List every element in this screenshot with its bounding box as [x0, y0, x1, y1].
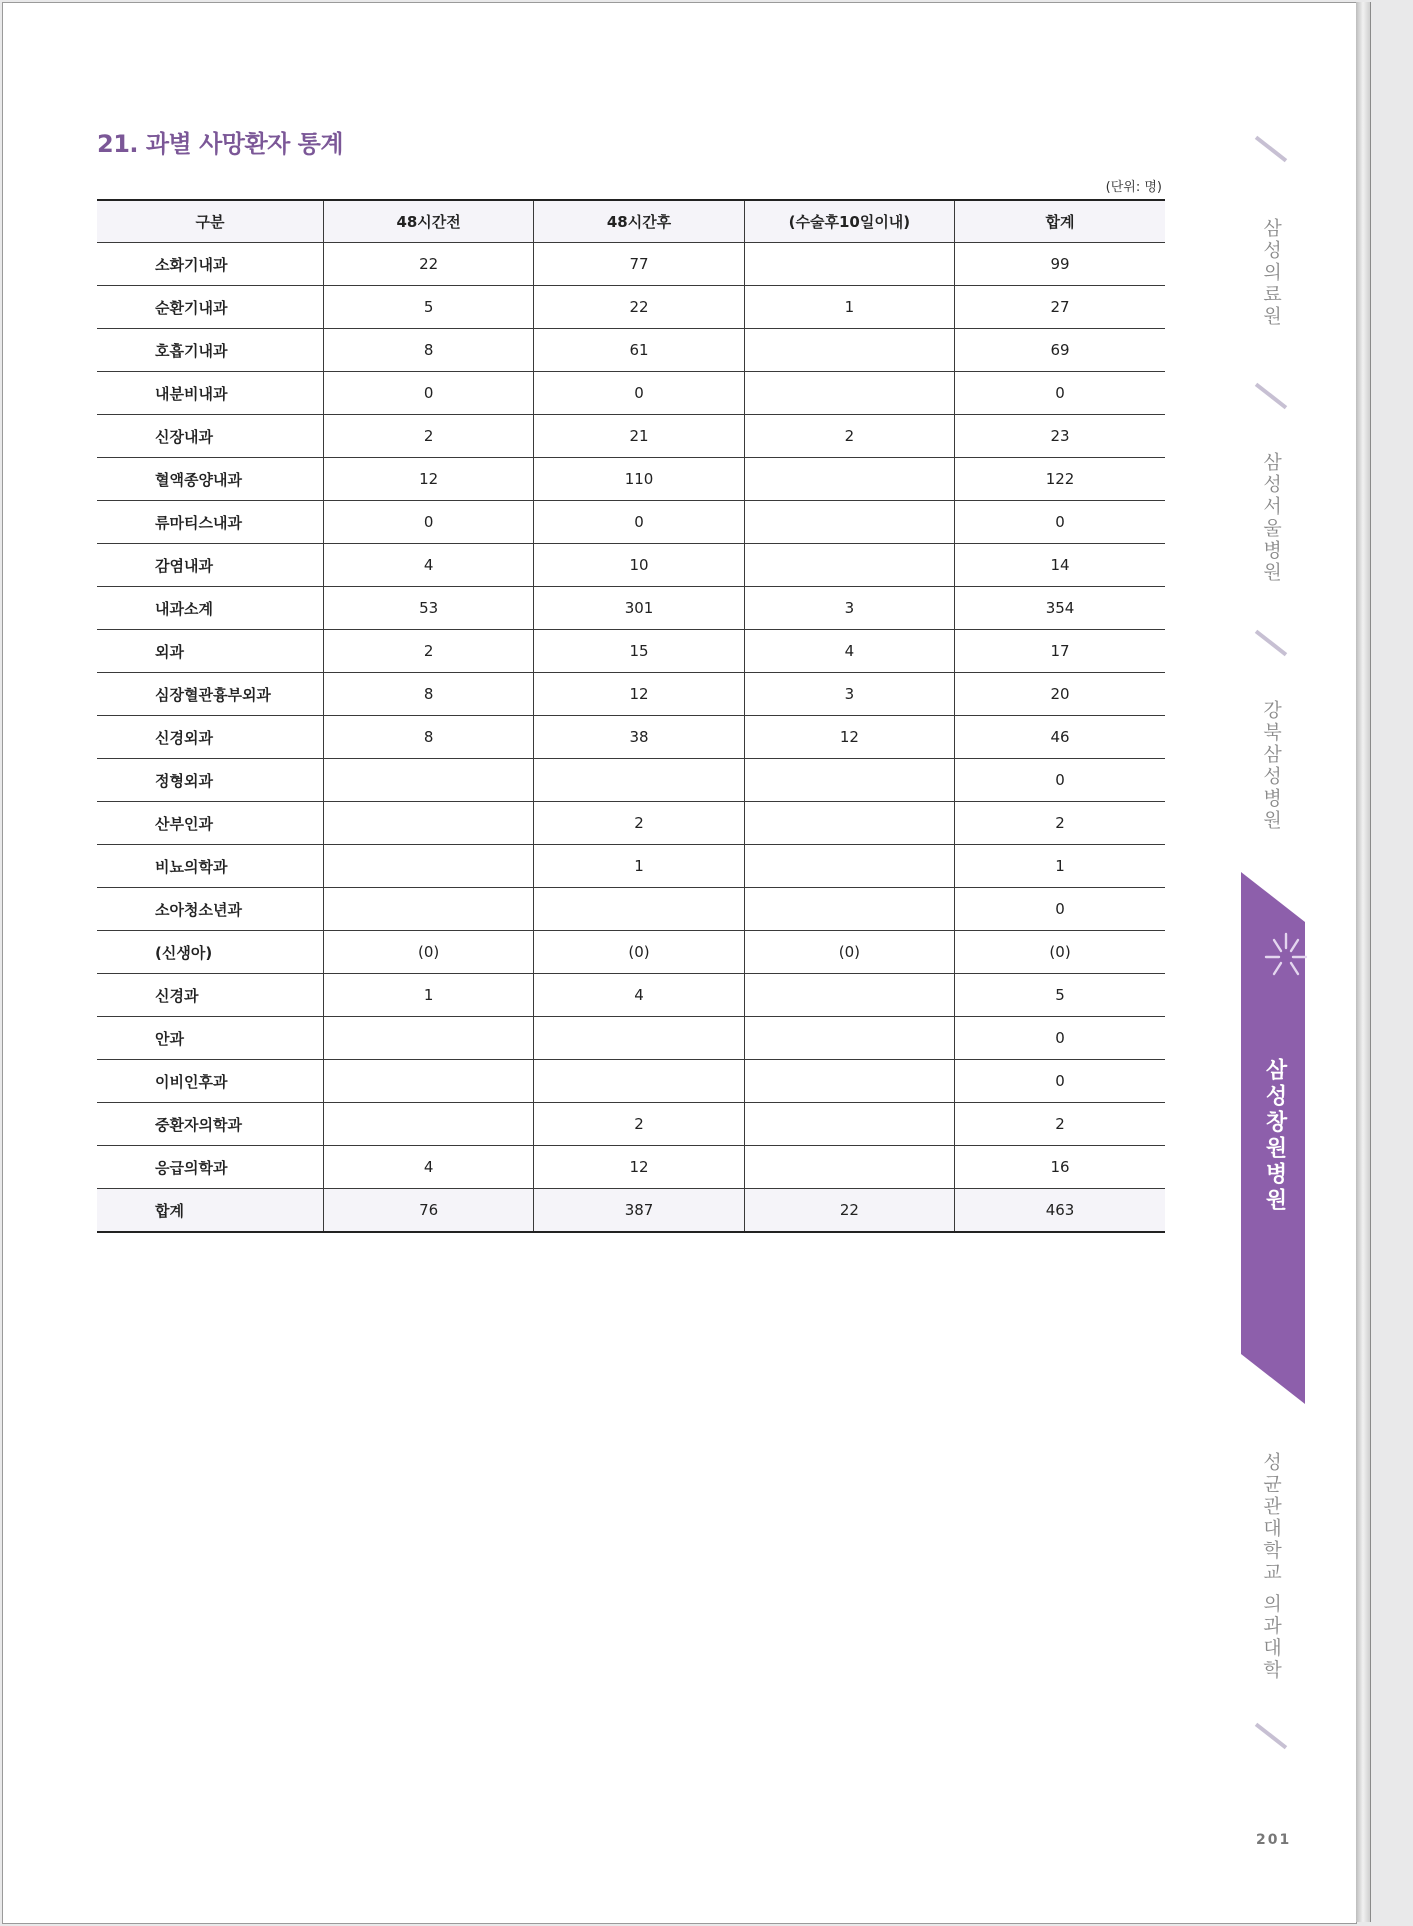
nav-item-skku-school-of-medicine[interactable]: 성균관대학교 의과대학 — [1260, 1452, 1282, 1682]
department-cell: 응급의학과 — [97, 1146, 323, 1189]
post-op-10d-cell — [744, 544, 954, 587]
before-48h-cell — [323, 1103, 533, 1146]
post-op-10d-cell: 4 — [744, 630, 954, 673]
before-48h-cell: 4 — [323, 1146, 533, 1189]
post-op-10d-cell — [744, 1146, 954, 1189]
department-cell: 합계 — [97, 1189, 323, 1233]
department-cell: (신생아) — [97, 931, 323, 974]
total-cell: 0 — [955, 372, 1165, 415]
table-row — [97, 974, 1165, 1017]
total-cell: 0 — [955, 1017, 1165, 1060]
department-cell: 신경외과 — [97, 716, 323, 759]
total-cell: (0) — [955, 931, 1165, 974]
department-cell: 소화기내과 — [97, 243, 323, 286]
header-after-48h: 48시간후 — [534, 200, 744, 243]
total-cell: 23 — [955, 415, 1165, 458]
post-op-10d-cell: 2 — [744, 415, 954, 458]
table-row — [97, 1060, 1165, 1103]
table-row — [97, 845, 1165, 888]
department-cell: 혈액종양내과 — [97, 458, 323, 501]
page-number: 201 — [1256, 1832, 1292, 1848]
department-cell: 안과 — [97, 1017, 323, 1060]
page-edge — [1356, 2, 1371, 1922]
total-cell: 0 — [955, 888, 1165, 931]
after-48h-cell: 12 — [534, 1146, 744, 1189]
table-row — [97, 243, 1165, 286]
after-48h-cell: 38 — [534, 716, 744, 759]
department-cell: 신경과 — [97, 974, 323, 1017]
table-row — [97, 673, 1165, 716]
table-row — [97, 544, 1165, 587]
total-cell: 122 — [955, 458, 1165, 501]
after-48h-cell: 301 — [534, 587, 744, 630]
department-cell: 내분비내과 — [97, 372, 323, 415]
after-48h-cell: 2 — [534, 1103, 744, 1146]
department-cell: 신장내과 — [97, 415, 323, 458]
table-row — [97, 802, 1165, 845]
post-op-10d-cell: 12 — [744, 716, 954, 759]
before-48h-cell: 2 — [323, 415, 533, 458]
page-title: 21. 과별 사망환자 통계 — [97, 130, 344, 158]
table-row — [97, 458, 1165, 501]
before-48h-cell: 53 — [323, 587, 533, 630]
post-op-10d-cell: 3 — [744, 673, 954, 716]
nav-item-samsung-changwon-hospital[interactable]: 삼성창원병원 — [1262, 1058, 1287, 1214]
table-body — [97, 243, 1165, 1233]
header-before-48h: 48시간전 — [323, 200, 533, 243]
before-48h-cell: 4 — [323, 544, 533, 587]
post-op-10d-cell: (0) — [744, 931, 954, 974]
before-48h-cell: 8 — [323, 329, 533, 372]
before-48h-cell: 2 — [323, 630, 533, 673]
post-op-10d-cell — [744, 329, 954, 372]
after-48h-cell: 0 — [534, 501, 744, 544]
after-48h-cell: (0) — [534, 931, 744, 974]
header-total: 합계 — [955, 200, 1165, 243]
burst-icon — [1264, 930, 1308, 984]
after-48h-cell: 2 — [534, 802, 744, 845]
total-cell: 0 — [955, 1060, 1165, 1103]
nav-item-samsung-medical-center[interactable]: 삼성의료원 — [1260, 218, 1282, 328]
total-row — [97, 1189, 1165, 1233]
header-within-10-days-post-op: (수술후10일이내) — [744, 200, 954, 243]
before-48h-cell: 22 — [323, 243, 533, 286]
post-op-10d-cell — [744, 372, 954, 415]
post-op-10d-cell — [744, 759, 954, 802]
post-op-10d-cell — [744, 802, 954, 845]
total-cell: 5 — [955, 974, 1165, 1017]
department-cell: 중환자의학과 — [97, 1103, 323, 1146]
department-cell: 비뇨의학과 — [97, 845, 323, 888]
table-header-row — [97, 200, 1165, 243]
total-cell: 0 — [955, 759, 1165, 802]
before-48h-cell — [323, 802, 533, 845]
after-48h-cell: 0 — [534, 372, 744, 415]
before-48h-cell: (0) — [323, 931, 533, 974]
after-48h-cell — [534, 759, 744, 802]
total-cell: 99 — [955, 243, 1165, 286]
department-cell: 심장혈관흉부외과 — [97, 673, 323, 716]
department-cell: 이비인후과 — [97, 1060, 323, 1103]
total-cell: 14 — [955, 544, 1165, 587]
department-cell: 외과 — [97, 630, 323, 673]
before-48h-cell: 76 — [323, 1189, 533, 1233]
total-cell: 69 — [955, 329, 1165, 372]
before-48h-cell: 0 — [323, 372, 533, 415]
before-48h-cell: 8 — [323, 716, 533, 759]
before-48h-cell — [323, 845, 533, 888]
total-cell: 2 — [955, 1103, 1165, 1146]
total-cell: 20 — [955, 673, 1165, 716]
table-row — [97, 888, 1165, 931]
total-cell: 463 — [955, 1189, 1165, 1233]
death-statistics-table — [97, 199, 1165, 1233]
table-row — [97, 630, 1165, 673]
post-op-10d-cell — [744, 1017, 954, 1060]
post-op-10d-cell — [744, 1103, 954, 1146]
post-op-10d-cell: 22 — [744, 1189, 954, 1233]
table-row — [97, 372, 1165, 415]
table-row — [97, 1103, 1165, 1146]
table-row — [97, 759, 1165, 802]
department-cell: 순환기내과 — [97, 286, 323, 329]
after-48h-cell: 15 — [534, 630, 744, 673]
department-cell: 소아청소년과 — [97, 888, 323, 931]
post-op-10d-cell — [744, 1060, 954, 1103]
total-cell: 17 — [955, 630, 1165, 673]
total-cell: 1 — [955, 845, 1165, 888]
before-48h-cell: 5 — [323, 286, 533, 329]
table-row — [97, 415, 1165, 458]
post-op-10d-cell — [744, 243, 954, 286]
before-48h-cell — [323, 1060, 533, 1103]
after-48h-cell — [534, 1060, 744, 1103]
after-48h-cell: 77 — [534, 243, 744, 286]
after-48h-cell: 10 — [534, 544, 744, 587]
after-48h-cell: 61 — [534, 329, 744, 372]
post-op-10d-cell: 3 — [744, 587, 954, 630]
table-row — [97, 501, 1165, 544]
post-op-10d-cell — [744, 888, 954, 931]
before-48h-cell: 1 — [323, 974, 533, 1017]
post-op-10d-cell: 1 — [744, 286, 954, 329]
post-op-10d-cell — [744, 974, 954, 1017]
after-48h-cell: 1 — [534, 845, 744, 888]
before-48h-cell: 12 — [323, 458, 533, 501]
header-category: 구분 — [97, 200, 323, 243]
total-cell: 16 — [955, 1146, 1165, 1189]
total-cell: 354 — [955, 587, 1165, 630]
after-48h-cell — [534, 888, 744, 931]
table-row — [97, 587, 1165, 630]
post-op-10d-cell — [744, 458, 954, 501]
total-cell: 0 — [955, 501, 1165, 544]
department-cell: 류마티스내과 — [97, 501, 323, 544]
after-48h-cell: 22 — [534, 286, 744, 329]
total-cell: 46 — [955, 716, 1165, 759]
department-cell: 내과소계 — [97, 587, 323, 630]
post-op-10d-cell — [744, 845, 954, 888]
post-op-10d-cell — [744, 501, 954, 544]
after-48h-cell — [534, 1017, 744, 1060]
before-48h-cell — [323, 759, 533, 802]
before-48h-cell: 8 — [323, 673, 533, 716]
table-row — [97, 1146, 1165, 1189]
before-48h-cell: 0 — [323, 501, 533, 544]
table-row — [97, 1017, 1165, 1060]
nav-item-samsung-seoul-hospital[interactable]: 삼성서울병원 — [1260, 452, 1282, 584]
department-cell: 산부인과 — [97, 802, 323, 845]
table-row — [97, 286, 1165, 329]
before-48h-cell — [323, 1017, 533, 1060]
after-48h-cell: 110 — [534, 458, 744, 501]
table-row — [97, 329, 1165, 372]
unit-label: (단위: 명) — [1105, 180, 1162, 195]
total-cell: 2 — [955, 802, 1165, 845]
table-row — [97, 931, 1165, 974]
department-cell: 정형외과 — [97, 759, 323, 802]
table-row — [97, 716, 1165, 759]
nav-item-kangbuk-samsung-hospital[interactable]: 강북삼성병원 — [1260, 700, 1282, 832]
after-48h-cell: 387 — [534, 1189, 744, 1233]
after-48h-cell: 4 — [534, 974, 744, 1017]
department-cell: 호흡기내과 — [97, 329, 323, 372]
after-48h-cell: 12 — [534, 673, 744, 716]
total-cell: 27 — [955, 286, 1165, 329]
after-48h-cell: 21 — [534, 415, 744, 458]
department-cell: 감염내과 — [97, 544, 323, 587]
before-48h-cell — [323, 888, 533, 931]
